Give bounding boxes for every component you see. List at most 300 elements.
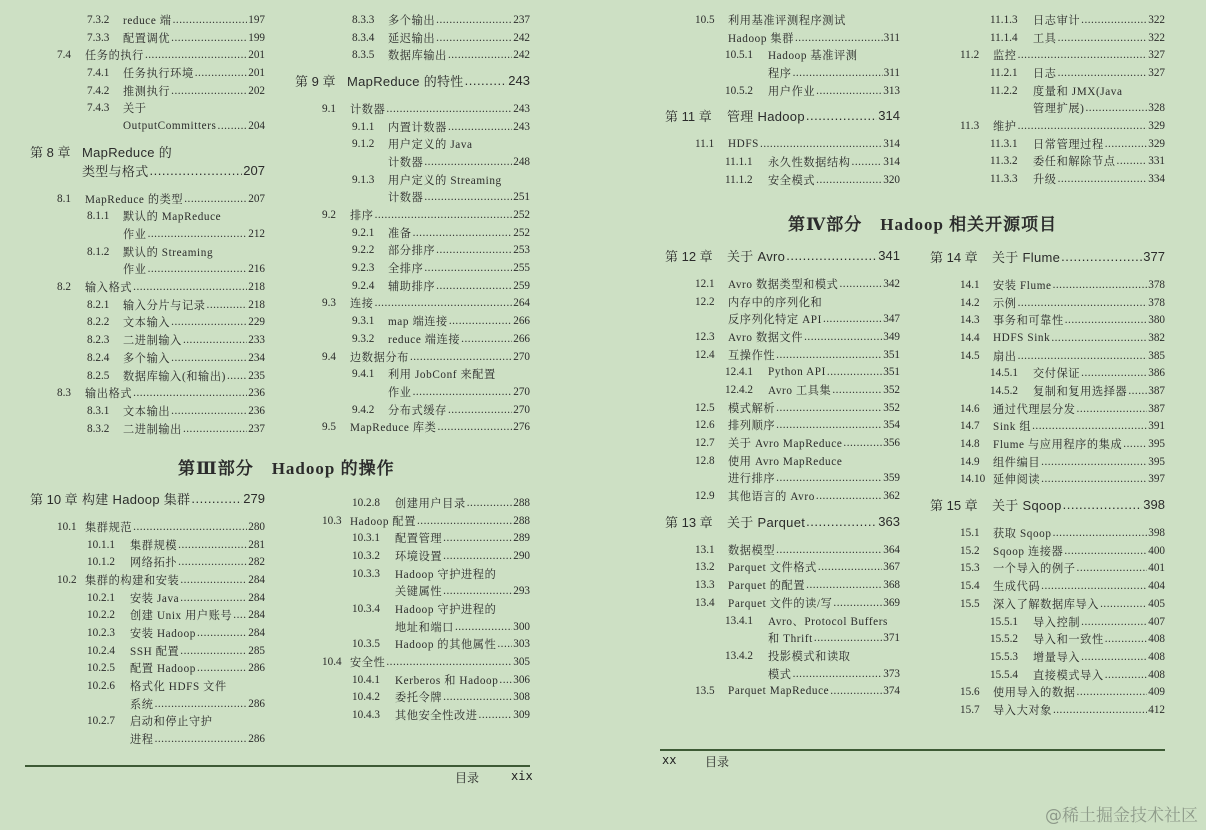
entry-title: 关于 Avro	[727, 249, 786, 264]
entry-title: 度量和 JMX(Java	[1033, 85, 1123, 98]
toc-entry	[30, 536, 265, 554]
entry-page: 204	[248, 119, 265, 132]
page-number: xix	[511, 769, 533, 783]
dot-leader	[436, 32, 512, 44]
dot-leader	[1085, 102, 1147, 114]
entry-number: 8.2.3	[87, 334, 110, 347]
toc-entry	[295, 312, 530, 330]
entry-page: 248	[513, 155, 530, 168]
entry-number: 10.3.4	[352, 602, 380, 615]
entry-title-continued: 类型与格式	[82, 163, 149, 179]
entry-page: 284	[248, 591, 265, 604]
toc-entry	[30, 11, 265, 29]
entry-title: 永久性数据结构	[768, 156, 851, 169]
entry-page: 303	[513, 638, 530, 651]
entry-title: 集群规模	[130, 539, 178, 552]
toc-entry	[295, 171, 530, 189]
entry-title: 准备	[388, 227, 412, 240]
chapter-entry	[930, 495, 1165, 514]
entry-number: 13.4	[695, 596, 715, 609]
toc-entry	[295, 653, 530, 671]
entry-title: 安装 Hadoop	[130, 627, 196, 640]
dot-leader	[375, 297, 513, 309]
entry-title: 安装 Java	[130, 592, 180, 605]
toc-entry	[665, 171, 900, 189]
entry-number: 7.3.3	[87, 31, 110, 44]
entry-title: 配置调优	[123, 32, 171, 45]
dot-leader	[178, 539, 247, 551]
entry-number: 15.5	[960, 597, 980, 610]
entry-number: 10.4.1	[352, 673, 380, 686]
entry-continuation	[665, 29, 900, 47]
entry-page: 386	[1148, 367, 1165, 380]
toc-entry	[295, 365, 530, 383]
dot-leader	[1065, 314, 1147, 326]
entry-continuation	[665, 665, 900, 683]
entry-number: 15.5.2	[990, 633, 1018, 646]
entry-title-continued: 作业	[123, 229, 147, 242]
entry-continuation	[30, 730, 265, 748]
dot-leader	[1077, 403, 1148, 415]
entry-page: 259	[513, 279, 530, 292]
dot-leader	[1061, 249, 1142, 264]
entry-number: 9.5	[322, 421, 336, 434]
toc-entry	[30, 642, 265, 660]
dot-leader	[386, 103, 512, 115]
entry-number: 8.3.2	[87, 422, 110, 435]
entry-page: 369	[883, 596, 900, 609]
entry-page: 363	[878, 513, 900, 529]
entry-title: 二进制输出	[123, 423, 182, 436]
footer-label: 目录	[455, 771, 480, 785]
entry-number: 15.6	[960, 686, 980, 699]
entry-number: 10.2.6	[87, 680, 115, 693]
toc-entry	[30, 349, 265, 367]
dot-leader	[827, 366, 882, 378]
entry-title: Hadoop 的其他属性	[395, 639, 497, 652]
dot-leader	[1041, 473, 1147, 485]
entry-page: 290	[513, 549, 530, 562]
entry-number: 10.2.2	[87, 609, 115, 622]
dot-leader	[148, 228, 248, 240]
entry-number: 11.2.1	[990, 66, 1018, 79]
entry-page: 367	[883, 561, 900, 574]
entry-title: Hadoop 守护进程的	[395, 568, 497, 581]
toc-entry	[30, 367, 265, 385]
entry-page: 251	[513, 191, 530, 204]
entry-number: 9.3	[322, 297, 336, 310]
toc-entry	[665, 381, 900, 399]
entry-title-continued: OutputCommitters	[123, 119, 217, 132]
dot-leader	[443, 532, 512, 544]
entry-continuation	[295, 383, 530, 401]
entry-title: 关于	[123, 103, 147, 116]
toc-entry	[30, 278, 265, 296]
entry-number: 10.5.1	[725, 49, 753, 62]
dot-leader	[1053, 527, 1148, 539]
entry-page: 289	[513, 532, 530, 545]
entry-number: 10.2.4	[87, 644, 115, 657]
dot-leader	[479, 709, 513, 721]
entry-page: 408	[1148, 668, 1165, 681]
entry-continuation	[665, 629, 900, 647]
entry-title: 文本输出	[123, 405, 171, 418]
entry-page: 237	[513, 13, 530, 26]
toc-entry	[930, 630, 1165, 648]
entry-page: 286	[248, 662, 265, 675]
entry-page: 378	[1148, 296, 1165, 309]
entry-page: 354	[883, 419, 900, 432]
entry-page: 331	[1148, 155, 1165, 168]
chapter-entry	[930, 247, 1165, 266]
entry-title: 配置管理	[395, 533, 443, 546]
toc-entry	[30, 624, 265, 642]
toc-column	[30, 11, 265, 437]
entry-title: 使用 Avro MapReduce	[728, 455, 843, 468]
entry-title: Sqoop 连接器	[993, 545, 1064, 558]
entry-title: Hadoop 基准评测	[768, 50, 858, 63]
entry-page: 334	[1148, 173, 1165, 186]
page-number: xx	[662, 753, 677, 767]
entry-page: 352	[883, 383, 900, 396]
entry-number: 10.1.1	[87, 538, 115, 551]
entry-page: 282	[248, 556, 265, 569]
dot-leader	[184, 193, 247, 205]
entry-number: 15.5.4	[990, 668, 1018, 681]
entry-page: 373	[883, 667, 900, 680]
dot-leader	[852, 156, 883, 168]
entry-number: 13.3	[695, 579, 715, 592]
entry-continuation	[30, 261, 265, 279]
dot-leader	[818, 561, 882, 573]
toc-entry	[665, 682, 900, 700]
entry-title-continued: 进行排序	[728, 473, 776, 486]
entry-title: 一个导入的例子	[993, 563, 1076, 576]
toc-entry	[295, 689, 530, 707]
entry-title: 委任和解除节点	[1033, 156, 1116, 169]
entry-page: 374	[883, 685, 900, 698]
entry-number: 第 8 章	[30, 144, 71, 160]
entry-page: 285	[248, 644, 265, 657]
entry-continuation	[30, 117, 265, 135]
toc-entry	[665, 647, 900, 665]
entry-title: 关于 Sqoop	[992, 498, 1062, 514]
entry-page: 243	[513, 102, 530, 115]
toc-entry	[295, 494, 530, 512]
entry-number: 10.5.2	[725, 84, 753, 97]
dot-leader	[1117, 155, 1148, 167]
dot-leader	[155, 733, 248, 745]
toc-entry	[930, 400, 1165, 418]
entry-page: 314	[883, 138, 900, 151]
toc-entry	[930, 82, 1165, 100]
toc-entry	[30, 296, 265, 314]
dot-leader	[776, 402, 882, 414]
entry-continuation	[930, 99, 1165, 117]
dot-leader	[823, 313, 882, 325]
entry-title-continued: 和 Thrift	[768, 633, 813, 646]
entry-number: 12.3	[695, 330, 715, 343]
dot-leader	[1058, 67, 1148, 79]
entry-number: 14.6	[960, 402, 980, 415]
dot-leader	[449, 315, 512, 327]
entry-page: 288	[513, 514, 530, 527]
entry-title: 用户作业	[768, 85, 816, 98]
entry-number: 15.2	[960, 544, 980, 557]
dot-leader	[1018, 297, 1148, 309]
toc-entry	[665, 559, 900, 577]
entry-page: 309	[513, 709, 530, 722]
entry-number: 11.3.3	[990, 173, 1018, 186]
dot-leader	[197, 662, 247, 674]
toc-entry	[930, 347, 1165, 365]
entry-page: 202	[248, 84, 265, 97]
entry-title: Avro 工具集	[768, 384, 832, 397]
entry-number: 8.3.1	[87, 404, 110, 417]
entry-title: 复制和复用选择器	[1033, 385, 1128, 398]
dot-leader	[410, 351, 512, 363]
toc-entry	[295, 565, 530, 583]
entry-page: 398	[1143, 497, 1165, 513]
entry-title: 构建 Hadoop 集群	[82, 492, 191, 507]
dot-leader	[133, 281, 247, 293]
entry-page: 216	[248, 263, 265, 276]
dot-leader	[1041, 456, 1147, 468]
dot-leader	[776, 472, 882, 484]
dot-leader	[465, 73, 508, 88]
entry-number: 8.3.5	[352, 49, 375, 62]
dot-leader	[424, 262, 512, 274]
entry-title-continued: 地址和端口	[395, 621, 454, 634]
chapter-entry	[295, 71, 530, 90]
toc-entry	[30, 208, 265, 226]
entry-page: 327	[1148, 66, 1165, 79]
entry-title: 互操作性	[728, 349, 776, 362]
toc-entry	[930, 294, 1165, 312]
entry-page: 364	[883, 543, 900, 556]
toc-entry	[665, 417, 900, 435]
entry-page: 327	[1148, 49, 1165, 62]
entry-title: 延迟输出	[388, 32, 436, 45]
entry-title: 利用基准评测程序测试	[728, 14, 846, 27]
entry-number: 9.3.1	[352, 315, 375, 328]
entry-page: 266	[513, 332, 530, 345]
entry-number: 11.1.1	[725, 155, 753, 168]
entry-title: Parquet 文件格式	[728, 562, 817, 575]
toc-entry	[665, 328, 900, 346]
toc-entry	[30, 190, 265, 208]
entry-page: 252	[513, 226, 530, 239]
entry-title: 获取 Sqoop	[993, 528, 1052, 541]
entry-title: HDFS	[728, 138, 760, 151]
entry-number: 8.2.4	[87, 351, 110, 364]
entry-title: 创建用户目录	[395, 497, 466, 510]
entry-title: 默认的 Streaming	[123, 246, 214, 259]
toc-entry	[930, 453, 1165, 471]
entry-title: 安全性	[350, 657, 386, 670]
entry-title: reduce 端连接	[388, 333, 461, 346]
toc-entry	[295, 671, 530, 689]
dot-leader	[178, 556, 247, 568]
entry-number: 12.6	[695, 419, 715, 432]
entry-page: 199	[248, 31, 265, 44]
entry-title: 组件编目	[993, 456, 1041, 469]
toc-entry	[30, 553, 265, 571]
entry-page: 408	[1148, 650, 1165, 663]
entry-page: 242	[513, 31, 530, 44]
dot-leader	[436, 280, 512, 292]
entry-number: 13.2	[695, 561, 715, 574]
entry-title: 直接模式导入	[1033, 669, 1104, 682]
entry-title: 默认的 MapReduce	[123, 211, 222, 224]
toc-entry	[665, 612, 900, 630]
dot-leader	[461, 333, 512, 345]
entry-title: 关于 Parquet	[727, 514, 806, 530]
entry-number: 8.1	[57, 192, 71, 205]
entry-title-continued: 反序列化特定 API	[728, 314, 822, 327]
toc-entry	[930, 29, 1165, 47]
toc-column	[295, 494, 530, 724]
entry-title: 其他安全性改进	[395, 710, 478, 723]
entry-number: 15.5.3	[990, 650, 1018, 663]
entry-title: HDFS Sink	[993, 331, 1051, 344]
entry-page: 378	[1148, 278, 1165, 291]
toc-entry	[930, 577, 1165, 595]
dot-leader	[443, 550, 512, 562]
dot-leader	[795, 32, 883, 44]
dot-leader	[1018, 350, 1148, 362]
entry-page: 359	[883, 472, 900, 485]
toc-entry	[930, 64, 1165, 82]
entry-page: 233	[248, 334, 265, 347]
dot-leader	[375, 209, 513, 221]
toc-entry	[930, 153, 1165, 171]
entry-number: 第 12 章	[665, 249, 713, 264]
entry-title-continued: 作业	[123, 264, 147, 277]
entry-number: 9.4	[322, 350, 336, 363]
toc-entry	[930, 560, 1165, 578]
dot-leader	[1105, 633, 1147, 645]
entry-number: 7.4.3	[87, 102, 110, 115]
entry-page: 380	[1148, 314, 1165, 327]
dot-leader	[1077, 686, 1148, 698]
dot-leader	[1058, 173, 1148, 185]
entry-title: 部分排序	[388, 245, 436, 258]
toc-entry	[930, 613, 1165, 631]
entry-number: 14.9	[960, 455, 980, 468]
toc-entry	[30, 518, 265, 536]
entry-page: 253	[513, 244, 530, 257]
entry-continuation	[295, 153, 530, 171]
entry-number: 14.10	[960, 473, 986, 486]
dot-leader	[1041, 580, 1147, 592]
entry-title: 输出格式	[85, 388, 133, 401]
entry-title: 关于 Flume	[992, 250, 1061, 265]
toc-column	[30, 482, 265, 748]
toc-entry	[930, 117, 1165, 135]
entry-title: 任务的执行	[85, 50, 144, 63]
dot-leader	[1018, 49, 1148, 61]
entry-title-continued: 管理扩展)	[1033, 103, 1085, 116]
toc-entry	[295, 206, 530, 224]
entry-title: Hadoop 守护进程的	[395, 603, 497, 616]
entry-page: 264	[513, 297, 530, 310]
toc-entry	[930, 666, 1165, 684]
entry-number: 10.4	[322, 656, 342, 669]
dot-leader	[1081, 367, 1147, 379]
entry-page: 382	[1148, 331, 1165, 344]
entry-number: 10.2.8	[352, 496, 380, 509]
entry-number: 12.8	[695, 454, 715, 467]
chapter-entry	[30, 142, 265, 161]
entry-continuation	[295, 582, 530, 600]
entry-page: 270	[513, 385, 530, 398]
dot-leader	[155, 698, 248, 710]
entry-page: 347	[883, 313, 900, 326]
entry-page: 306	[513, 673, 530, 686]
entry-number: 9.1.3	[352, 173, 375, 186]
toc-entry	[930, 135, 1165, 153]
entry-number: 12.4.1	[725, 366, 753, 379]
chapter-entry	[665, 512, 900, 531]
entry-page: 235	[248, 369, 265, 382]
toc-entry	[930, 701, 1165, 719]
entry-number: 11.2	[960, 49, 980, 62]
entry-title: 模式解析	[728, 402, 776, 415]
entry-number: 14.3	[960, 314, 980, 327]
entry-page: 409	[1148, 686, 1165, 699]
toc-entry	[295, 348, 530, 366]
entry-title: 网络拓扑	[130, 557, 178, 570]
entry-page: 243	[508, 73, 530, 89]
part-heading: 第Ⅲ部分 Hadoop 的操作	[178, 459, 395, 478]
entry-title: Avro 数据类型和模式	[728, 278, 839, 291]
entry-number: 13.4.1	[725, 614, 753, 627]
entry-number: 第 15 章	[930, 498, 978, 514]
dot-leader	[171, 352, 247, 364]
entry-number: 10.2.1	[87, 591, 115, 604]
toc-entry	[930, 46, 1165, 64]
dot-leader	[806, 108, 877, 123]
toc-entry	[665, 541, 900, 559]
dot-leader	[133, 387, 247, 399]
entry-continuation	[30, 695, 265, 713]
entry-page: 300	[513, 620, 530, 633]
entry-title: 使用导入的数据	[993, 687, 1076, 700]
entry-number: 10.3.5	[352, 638, 380, 651]
watermark: @稀土掘金技术社区	[1045, 806, 1198, 826]
toc-entry	[930, 648, 1165, 666]
entry-number: 9.1	[322, 102, 336, 115]
entry-page: 252	[513, 209, 530, 222]
entry-page: 329	[1148, 137, 1165, 150]
entry-number: 8.2.2	[87, 316, 110, 329]
entry-number: 9.4.2	[352, 403, 375, 416]
entry-page: 207	[248, 192, 265, 205]
toc-entry	[295, 277, 530, 295]
dot-leader	[424, 191, 512, 203]
toc-entry	[665, 293, 900, 311]
entry-title: 配置 Hadoop	[130, 663, 196, 676]
entry-title: 创建 Unix 用户账号	[130, 610, 233, 623]
entry-number: 10.1	[57, 520, 77, 533]
entry-page: 266	[513, 315, 530, 328]
entry-page: 368	[883, 579, 900, 592]
entry-number: 11.2.2	[990, 84, 1018, 97]
entry-page: 281	[248, 538, 265, 551]
dot-leader	[1032, 420, 1147, 432]
toc-entry	[295, 100, 530, 118]
